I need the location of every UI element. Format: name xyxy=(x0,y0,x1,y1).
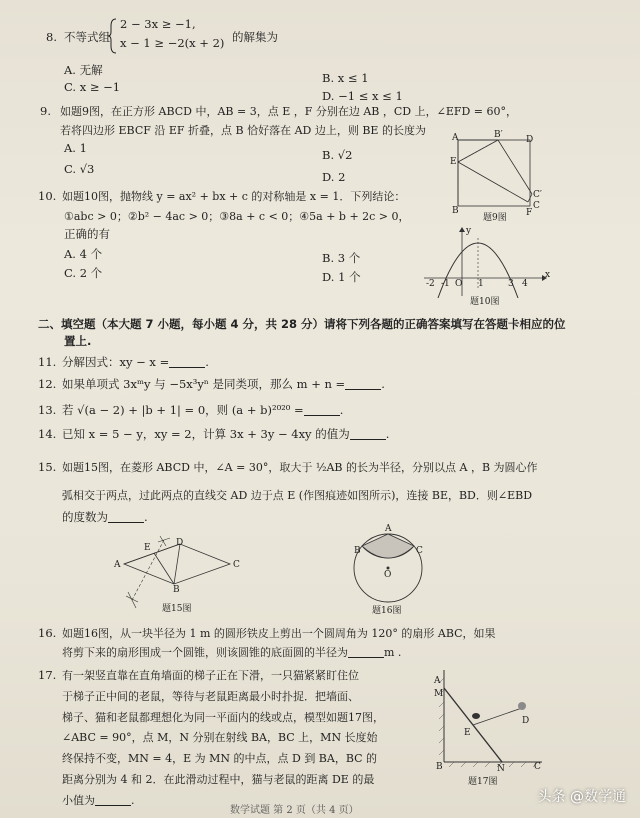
q8-system-line2: x − 1 ≥ −2(x + 2) xyxy=(120,36,225,50)
q11-answer-blank[interactable] xyxy=(169,357,205,368)
q16-stem: 将剪下来的扇形围成一个圆锥，则该圆锥的底面圆的半径为 xyxy=(62,646,348,659)
q8-option-c: C. x ≥ −1 xyxy=(64,80,121,94)
q10-option-d: D. 1 个 xyxy=(322,270,361,284)
section-2-heading: 二、填空题（本大题 7 小题，每小题 4 分，共 28 分）请将下列各题的正确答案填写在答题卡相应的位 xyxy=(38,317,566,331)
q9-option-a: A. 1 xyxy=(64,141,87,155)
q11-text xyxy=(62,355,209,370)
fig9-label-bprime: B′ xyxy=(494,130,503,140)
fig16-label-b: B xyxy=(354,546,361,556)
q10-line3: 正确的有 xyxy=(64,227,110,241)
fig17-label-b: B xyxy=(436,762,443,772)
q8-option-a: A. 无解 xyxy=(64,63,103,77)
q17-end: . xyxy=(131,794,135,807)
fig16-label-o: O xyxy=(384,570,392,580)
fig16-label-a: A xyxy=(385,524,392,534)
q15-line1: 如题15图，在菱形 ABCD 中，∠A = 30°，取大于 ½AB 的长为半径，分别以点 A ，B 为圆心作 xyxy=(62,461,538,474)
q15-stem-end: 的度数为 xyxy=(62,510,108,524)
q12-text xyxy=(62,377,385,392)
q11-number: 11. xyxy=(38,355,57,369)
figure-10 xyxy=(420,228,550,300)
fig9-caption: 题9图 xyxy=(483,213,507,223)
fig15-label-e: E xyxy=(144,543,151,553)
q11-stem: 分解因式：xy − x = xyxy=(62,355,170,369)
q9-line1: 如题9图，在正方形 ABCD 中，AB = 3，点 E ，F 分别在边 AB ，CD 上，∠EFD = 60°， xyxy=(60,105,518,118)
fig10-label-3: 3 xyxy=(508,279,514,289)
q17-line2: 于梯子正中间的老鼠，等待与老鼠距离最小时扑捉．把墙面、 xyxy=(62,690,359,703)
page-footer: 数学试题 第 2 页（共 4 页） xyxy=(230,805,359,816)
q9-number: 9. xyxy=(40,104,51,118)
q10-option-a: A. 4 个 xyxy=(64,247,103,261)
q9-option-d: D. 2 xyxy=(322,170,346,184)
q8-system-line1: 2 − 3x ≥ −1, xyxy=(120,17,196,31)
q17-number: 17. xyxy=(38,668,57,682)
q17-stem-end: 小值为 xyxy=(62,794,95,807)
fig15-label-a: A xyxy=(114,560,121,570)
q9-line2: 若将四边形 EBCF 沿 EF 折叠，点 B 恰好落在 AD 边上，则 BE 的长度为 xyxy=(60,124,426,137)
q15-answer-blank[interactable] xyxy=(108,512,144,523)
fig10-label-4: 4 xyxy=(522,279,528,289)
fig17-label-n: N xyxy=(497,764,505,774)
fig10-label-m2: -2 xyxy=(426,279,435,289)
q14-answer-blank[interactable] xyxy=(350,429,386,440)
q8-option-b: B. x ≤ 1 xyxy=(322,71,369,85)
q16-line1: 如题16图，从一块半径为 1 m 的圆形铁皮上剪出一个圆周角为 120° 的扇形 ABC，如果 xyxy=(62,627,496,640)
fig15-label-c: C xyxy=(233,560,240,570)
q13-number: 13. xyxy=(38,403,57,417)
q13-end: . xyxy=(339,403,344,417)
q17-line6: 距离分别为 4 和 2．在此滑动过程中，猫与老鼠的距离 DE 的最 xyxy=(62,773,375,786)
q17-line1: 有一架竖直靠在直角墙面的梯子正在下滑，一只猫紧紧盯住位 xyxy=(62,669,359,682)
q15-line3 xyxy=(62,510,148,525)
q14-text xyxy=(62,427,389,442)
q17-answer-blank[interactable] xyxy=(95,795,131,806)
fig9-label-cprime: C′ xyxy=(533,190,542,200)
q13-text xyxy=(62,403,343,418)
figure-16 xyxy=(352,530,432,610)
fig10-label-m1: -1 xyxy=(441,279,450,289)
q10-number: 10. xyxy=(38,189,57,203)
q14-end: . xyxy=(385,427,390,441)
q17-line5: 终保持不变，MN = 4，E 为 MN 的中点，点 D 到 BA，BC 的 xyxy=(62,752,378,765)
q15-number: 15. xyxy=(38,460,57,474)
fig9-label-a: A xyxy=(452,133,459,143)
fig9-label-c: C xyxy=(533,201,540,211)
q11-end: . xyxy=(205,355,209,369)
q15-line2: 弧相交于两点，过此两点的直线交 AD 边于点 E (作图痕迹如图所示)，连接 BE，BD．则∠EBD xyxy=(62,489,533,502)
fig9-label-e: E xyxy=(450,157,457,167)
q10-option-c: C. 2 个 xyxy=(64,266,103,280)
q12-answer-blank[interactable] xyxy=(345,379,381,390)
fig17-label-m: M xyxy=(434,689,444,699)
q17-line4: ∠ABC = 90°，点 M，N 分别在射线 BA，BC 上，MN 长度始 xyxy=(62,731,378,744)
watermark: 头条 @数学通 xyxy=(537,789,626,805)
q8-tail: 的解集为 xyxy=(232,30,278,44)
q16-unit: m . xyxy=(384,646,402,659)
q17-line3: 梯子、猫和老鼠都理想化为同一平面内的线或点，模型如题17图， xyxy=(62,711,384,724)
q10-option-b: B. 3 个 xyxy=(322,251,361,265)
q8-stem: 不等式组 xyxy=(64,30,110,44)
fig9-label-f: F xyxy=(526,208,533,218)
fig17-label-e: E xyxy=(464,728,471,738)
fig15-label-b: B xyxy=(173,585,180,595)
q16-number: 16. xyxy=(38,626,57,640)
fig15-caption: 题15图 xyxy=(162,604,192,614)
fig15-label-d: D xyxy=(176,538,184,548)
q14-number: 14. xyxy=(38,427,57,441)
fig17-label-c: C xyxy=(534,762,541,772)
q10-line1: 如题10图，抛物线 y = ax² + bx + c 的对称轴是 x = 1．下列结论： xyxy=(62,190,406,203)
fig16-caption: 题16图 xyxy=(372,606,402,616)
q17-line7 xyxy=(62,793,135,808)
fig10-label-x: x xyxy=(545,270,551,280)
q12-end: . xyxy=(381,377,385,391)
fig17-label-a: A xyxy=(434,676,441,686)
q8-brace xyxy=(108,18,118,54)
q14-stem: 已知 x = 5 − y，xy = 2，计算 3x + 3y − 4xy 的值为 xyxy=(62,427,350,441)
fig10-label-1: 1 xyxy=(478,279,484,289)
q13-stem: 若 √(a − 2) + |b + 1| = 0，则 (a + b)²⁰²⁰ = xyxy=(62,403,304,417)
fig17-label-d: D xyxy=(522,716,530,726)
q12-stem: 如果单项式 3xᵐy 与 −5x³yⁿ 是同类项，那么 m + n = xyxy=(62,377,346,391)
q13-answer-blank[interactable] xyxy=(304,405,340,416)
fig10-caption: 题10图 xyxy=(470,297,500,307)
q16-line2 xyxy=(62,645,401,660)
fig9-label-b: B xyxy=(452,206,459,216)
fig9-label-d: D xyxy=(526,135,534,145)
fig10-label-y: y xyxy=(466,226,472,236)
fig17-caption: 题17图 xyxy=(468,777,498,787)
q12-number: 12. xyxy=(38,377,57,391)
q9-option-b: B. √2 xyxy=(322,148,353,162)
q9-option-c: C. √3 xyxy=(64,162,95,176)
q8-option-d: D. −1 ≤ x ≤ 1 xyxy=(322,89,403,103)
q10-line2: ①abc > 0；②b² − 4ac > 0；③8a + c < 0；④5a + b + 2c > 0， xyxy=(64,210,410,223)
q15-end: . xyxy=(144,510,148,524)
q8-number: 8. xyxy=(46,30,57,44)
section-2-heading-cont: 置上. xyxy=(64,334,92,348)
figure-17 xyxy=(430,668,550,774)
fig16-label-c: C xyxy=(416,546,423,556)
fig10-label-o: O xyxy=(455,279,463,289)
q16-answer-blank[interactable] xyxy=(348,647,384,658)
